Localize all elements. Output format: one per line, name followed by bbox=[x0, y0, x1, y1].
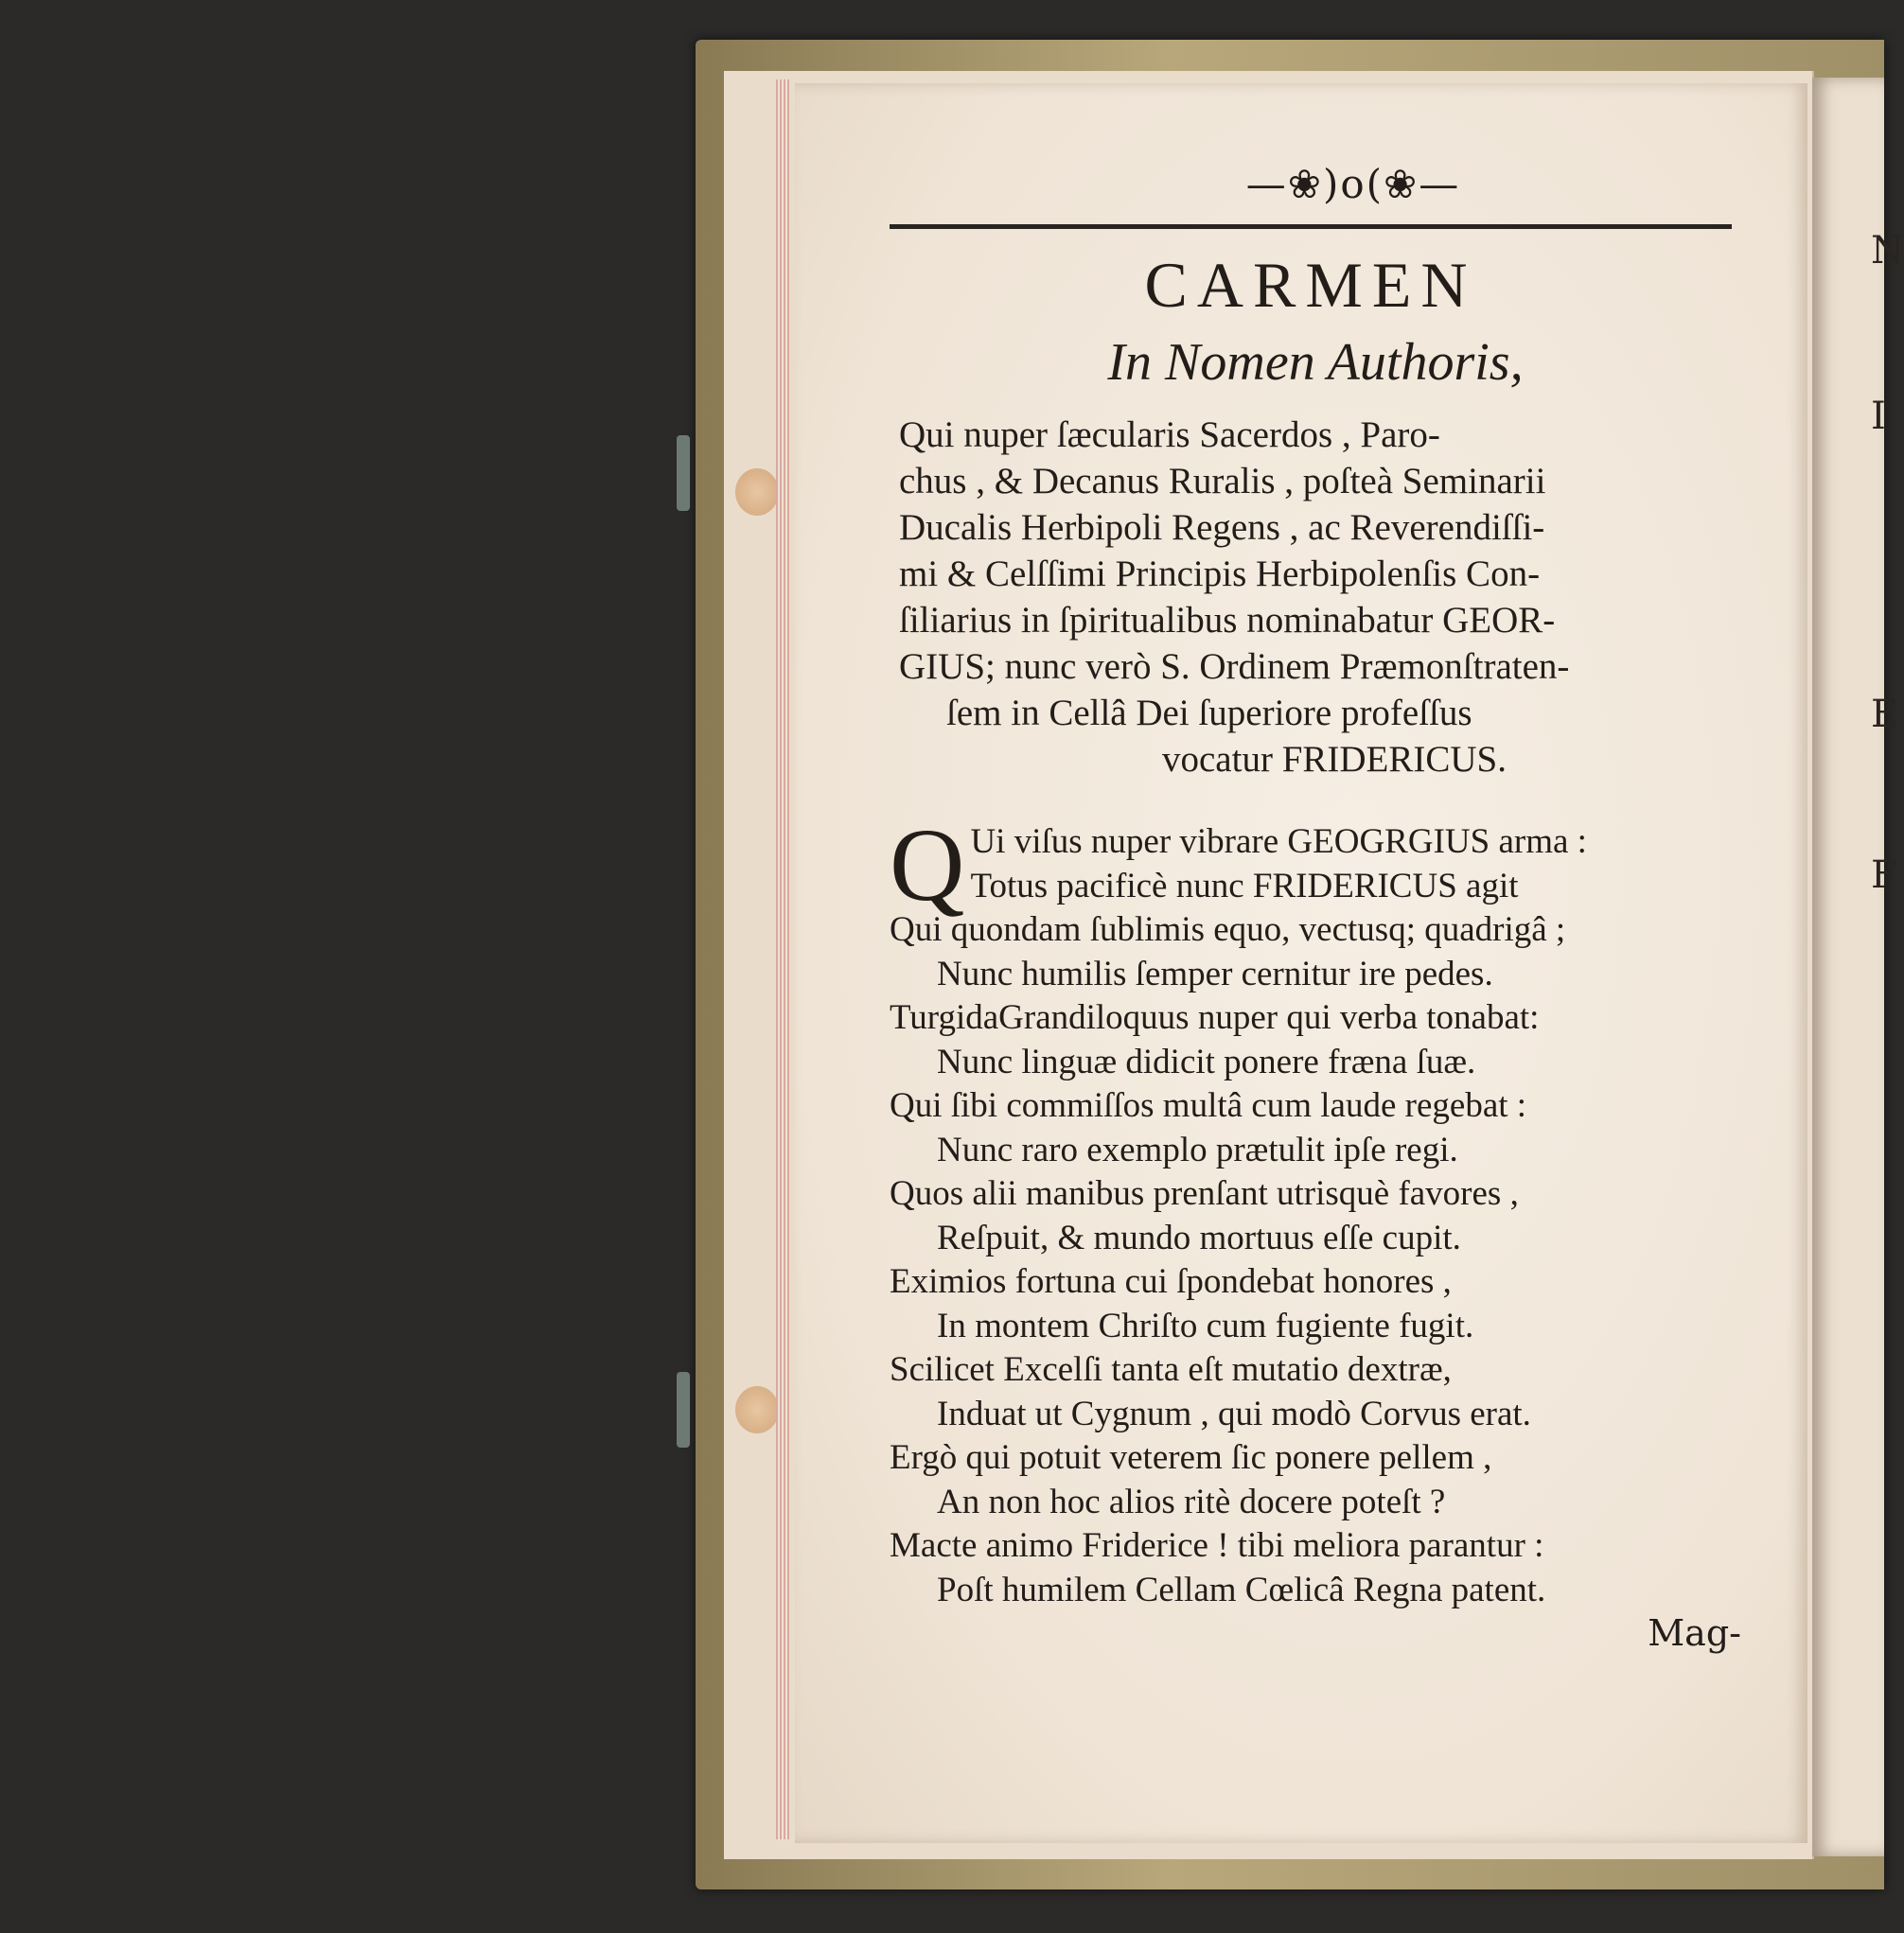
facing-page-fragment: F bbox=[1871, 853, 1897, 897]
poem-line: An non hoc alios ritè docere poteſt ? bbox=[937, 1482, 1446, 1521]
poem-line: Eximios fortuna cui ſpondebat honores , bbox=[890, 1262, 1452, 1301]
poem-line: Totus pacificè nunc FRIDERICUS agit bbox=[970, 866, 1519, 905]
head-rule bbox=[890, 224, 1732, 229]
poem-line: Scilicet Excelſi tanta eſt mutatio dextræ, bbox=[890, 1350, 1452, 1389]
page-edges bbox=[776, 79, 789, 1839]
clasp-top bbox=[677, 435, 690, 511]
poem-line: In montem Chriſto cum fugiente fugit. bbox=[937, 1306, 1474, 1345]
page-title: CARMEN bbox=[1144, 249, 1477, 321]
facing-page-fragment: E bbox=[1871, 693, 1899, 736]
poem-line: Macte animo Friderice ! tibi meliora parantur : bbox=[890, 1526, 1544, 1565]
facing-page-edge bbox=[1812, 78, 1904, 1856]
page-content bbox=[890, 161, 1779, 1654]
poem-line: Ergò qui potuit veterem ſic ponere pellem , bbox=[890, 1438, 1492, 1477]
intro-line: Ducalis Herbipoli Regens , ac Reverendiſſi- bbox=[899, 507, 1545, 548]
poem-line: Ui viſus nuper vibrare GEOGRGIUS arma : bbox=[970, 822, 1587, 861]
poem-line: Induat ut Cygnum , qui modò Corvus erat. bbox=[937, 1394, 1531, 1433]
facing-page-fragment: I bbox=[1871, 395, 1886, 438]
intro-line: Qui nuper ſæcularis Sacerdos , Paro- bbox=[899, 414, 1440, 455]
catchword: Mag- bbox=[1648, 1612, 1741, 1654]
head-ornament: —❀)o(❀— bbox=[1245, 161, 1461, 207]
intro-line: ſem in Cellâ Dei ſuperiore profeſſus bbox=[946, 693, 1472, 733]
poem-line: Qui ſibi commiſſos multâ cum laude regebat : bbox=[890, 1086, 1527, 1125]
poem-line: TurgidaGrandiloquus nuper qui verba tonabat: bbox=[890, 998, 1540, 1037]
poem-line: Nunc humilis ſemper cernitur ire pedes. bbox=[937, 954, 1493, 993]
binding-hole-top bbox=[735, 468, 779, 516]
intro-line: vocatur FRIDERICUS. bbox=[1162, 739, 1507, 780]
poem bbox=[890, 807, 1779, 1612]
drop-cap: Q bbox=[890, 807, 965, 923]
poem-line: Quos alii manibus prenſant utrisquè favores , bbox=[890, 1174, 1519, 1213]
poem-line: Nunc linguæ didicit ponere fræna ſuæ. bbox=[937, 1042, 1476, 1081]
intro-line: chus , & Decanus Ruralis , poſteà Seminarii bbox=[899, 461, 1546, 501]
poem-line: Poſt humilem Cellam Cœlicâ Regna patent. bbox=[937, 1570, 1546, 1609]
binding-hole-bottom bbox=[735, 1386, 779, 1433]
poem-line: Reſpuit, & mundo mortuus eſſe cupit. bbox=[937, 1218, 1461, 1257]
intro-line: ſiliarius in ſpiritualibus nominabatur GEOR- bbox=[899, 600, 1556, 641]
facing-page-fragment: N bbox=[1871, 229, 1904, 272]
intro-line: GIUS; nunc verò S. Ordinem Præmonſtraten- bbox=[899, 646, 1570, 687]
poem-line: Nunc raro exemplo prætulit ipſe regi. bbox=[937, 1130, 1458, 1169]
page-subtitle: In Nomen Authoris, bbox=[1107, 333, 1524, 392]
clasp-bottom bbox=[677, 1372, 690, 1448]
intro-paragraph bbox=[899, 412, 1770, 782]
poem-line: Qui quondam ſublimis equo, vectusq; quadrigâ ; bbox=[890, 910, 1566, 949]
intro-line: mi & Celſſimi Principis Herbipolenſis Con- bbox=[899, 554, 1541, 594]
